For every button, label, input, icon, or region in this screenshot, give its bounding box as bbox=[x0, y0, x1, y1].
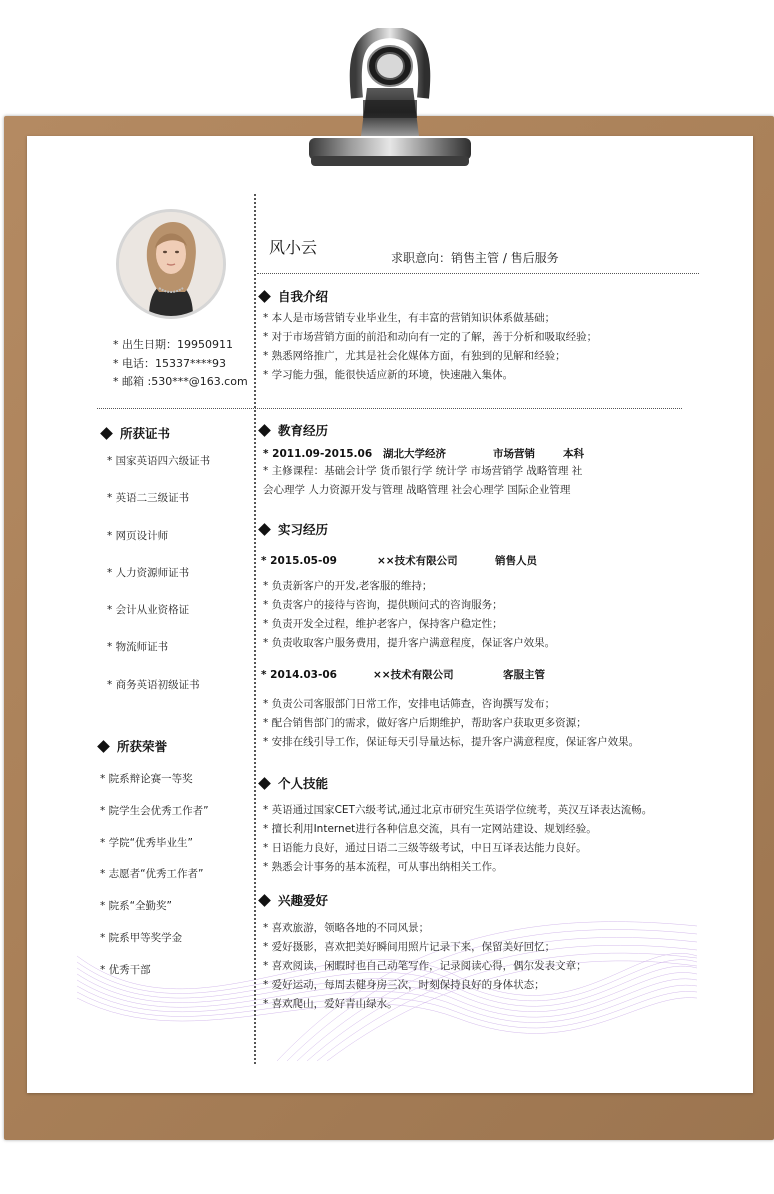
list-item: * 商务英语初级证书 bbox=[107, 678, 200, 691]
list-item: * 熟悉会计事务的基本流程，可从事出纳相关工作。 bbox=[263, 861, 503, 873]
job-company: ××技术有限公司 bbox=[377, 555, 458, 567]
list-item: * 对于市场营销方面的前沿和动向有一定的了解，善于分析和吸取经验； bbox=[263, 331, 598, 343]
list-item: * 负责客户的接待与咨询，提供顾问式的咨询服务； bbox=[263, 599, 503, 611]
list-item: * 负责开发全过程，维护老客户，保持客户稳定性； bbox=[263, 618, 503, 630]
list-item: * 院系“全勤奖” bbox=[100, 900, 172, 913]
list-item: * 国家英语四六级证书 bbox=[107, 455, 211, 467]
list-item: * 网页设计师 bbox=[107, 529, 169, 542]
list-item: * 院系甲等奖学金 bbox=[100, 931, 183, 944]
job-role: 客服主管 bbox=[503, 669, 545, 681]
list-item: * 会计从业资格证 bbox=[107, 604, 190, 617]
hobbies-list bbox=[263, 919, 587, 1014]
list-item: * 负责公司客服部门日常工作，安排电话筛查，咨询撰写发布； bbox=[263, 698, 556, 710]
horizontal-divider bbox=[97, 408, 682, 409]
list-item: * 安排在线引导工作，保证每天引导量达标，提升客户满意程度，保证客户效果。 bbox=[263, 736, 640, 748]
list-item: * 熟悉网络推广，尤其是社会化媒体方面，有独到的见解和经验； bbox=[263, 350, 566, 362]
diamond-icon bbox=[258, 424, 271, 437]
section-title-education: 教育经历 bbox=[258, 421, 328, 439]
self-intro-list bbox=[263, 309, 597, 385]
diamond-icon bbox=[258, 777, 271, 790]
section-title-certificates: 所获证书 bbox=[100, 424, 170, 442]
diamond-icon bbox=[258, 894, 271, 907]
avatar-portrait-icon bbox=[119, 212, 223, 316]
binder-clip-icon bbox=[305, 28, 475, 178]
job-duties bbox=[263, 695, 639, 752]
list-item: * 英语通过国家CET六级考试,通过北京市研究生英语学位统考，英汉互译表达流畅。 bbox=[263, 804, 653, 816]
contact-info bbox=[113, 336, 248, 392]
diamond-icon bbox=[97, 740, 110, 753]
list-item: * 本人是市场营销专业毕业生，有丰富的营销知识体系做基础； bbox=[263, 312, 556, 324]
section-title-hobbies: 兴趣爱好 bbox=[258, 891, 328, 909]
education-degree: 本科 bbox=[563, 448, 584, 460]
resume-paper bbox=[27, 136, 753, 1093]
list-item: * 学院“优秀毕业生” bbox=[100, 836, 193, 849]
education-period: * 2011.09-2015.06 bbox=[263, 448, 373, 460]
education-courses bbox=[263, 462, 582, 500]
job-period: * 2015.05-09 bbox=[261, 555, 337, 567]
vertical-divider bbox=[254, 194, 256, 1064]
candidate-name: 风小云 bbox=[269, 238, 318, 257]
list-item: * 爱好摄影，喜欢把美好瞬间用照片记录下来，保留美好回忆； bbox=[263, 941, 556, 953]
section-title-self-intro: 自我介绍 bbox=[258, 287, 328, 305]
section-title-experience: 实习经历 bbox=[258, 520, 328, 538]
list-item: * 物流师证书 bbox=[107, 641, 169, 654]
email: * 邮箱 :530***@163.com bbox=[113, 375, 248, 388]
job-company: ××技术有限公司 bbox=[373, 669, 454, 681]
list-item: * 日语能力良好，通过日语二三级等级考试，中日互译表达能力良好。 bbox=[263, 842, 587, 854]
list-item: * 志愿者“优秀工作者” bbox=[100, 868, 204, 881]
job-intent: 求职意向：销售主管 / 售后服务 bbox=[391, 251, 559, 265]
skills-list bbox=[263, 801, 652, 877]
job-period: * 2014.03-06 bbox=[261, 669, 337, 681]
job-duties bbox=[263, 577, 555, 653]
section-title-skills: 个人技能 bbox=[258, 774, 328, 792]
list-item: * 优秀干部 bbox=[100, 963, 151, 976]
diamond-icon bbox=[258, 523, 271, 536]
certificates-list bbox=[107, 452, 210, 713]
section-title-honors: 所获荣誉 bbox=[97, 737, 167, 755]
list-item: * 负责新客户的开发,老客服的维持； bbox=[263, 580, 433, 592]
courses-line: * 主修课程：基础会计学 货币银行学 统计学 市场营销学 战略管理 社 bbox=[263, 465, 583, 477]
list-item: * 院学生会优秀工作者” bbox=[100, 804, 209, 817]
list-item: * 喜欢旅游，领略各地的不同风景； bbox=[263, 922, 430, 934]
list-item: * 院系辩论赛一等奖 bbox=[100, 773, 193, 785]
name-underline-divider bbox=[257, 273, 699, 274]
education-school: 湖北大学经济 bbox=[383, 448, 446, 460]
list-item: * 擅长利用Internet进行各种信息交流，具有一定网站建设、规划经验。 bbox=[263, 823, 597, 835]
phone: * 电话：15337****93 bbox=[113, 356, 226, 370]
diamond-icon bbox=[100, 427, 113, 440]
list-item: * 喜欢阅读，闲暇时也自己动笔写作，记录阅读心得，偶尔发表文章； bbox=[263, 960, 587, 972]
list-item: * 人力资源师证书 bbox=[107, 566, 190, 579]
education-major: 市场营销 bbox=[493, 448, 535, 460]
job-row bbox=[261, 667, 545, 682]
courses-line: 会心理学 人力资源开发与管理 战略管理 社会心理学 国际企业管理 bbox=[263, 484, 571, 496]
list-item: * 配合销售部门的需求，做好客户后期维护，帮助客户获取更多资源； bbox=[263, 717, 587, 729]
list-item: * 负责收取客户服务费用，提升客户满意程度，保证客户效果。 bbox=[263, 637, 556, 649]
honors-list bbox=[100, 770, 209, 993]
education-row bbox=[263, 446, 584, 461]
list-item: * 爱好运动，每周去健身房三次，时刻保持良好的身体状态； bbox=[263, 979, 545, 991]
job-role: 销售人员 bbox=[495, 555, 537, 567]
diamond-icon bbox=[258, 290, 271, 303]
job-row bbox=[261, 553, 537, 568]
list-item: * 喜欢爬山，爱好青山绿水。 bbox=[263, 998, 398, 1010]
list-item: * 学习能力强，能很快适应新的环境，快速融入集体。 bbox=[263, 369, 514, 381]
birth-date: * 出生日期：19950911 bbox=[113, 338, 233, 351]
avatar bbox=[116, 209, 226, 319]
list-item: * 英语二三级证书 bbox=[107, 492, 190, 505]
